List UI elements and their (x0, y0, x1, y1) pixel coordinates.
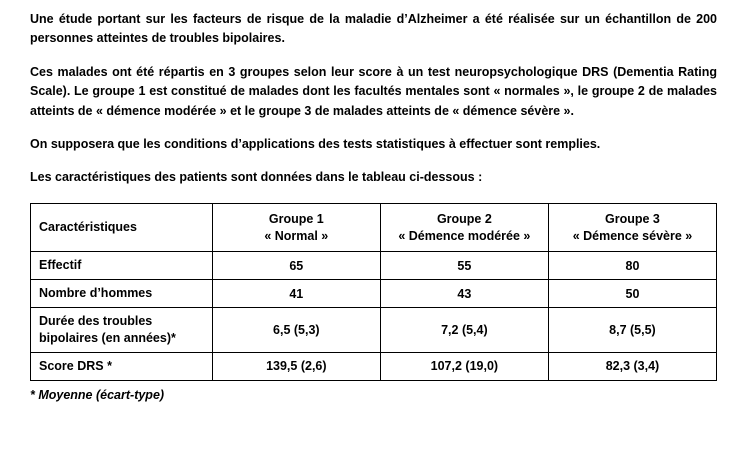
header-characteristics (31, 203, 213, 252)
cell-score-g3: 82,3 (3,4) (548, 352, 716, 380)
table-row (31, 252, 717, 280)
cell-effectif-g2: 55 (380, 252, 548, 280)
characteristics-table (30, 203, 717, 381)
cell-duree-g2: 7,2 (5,4) (380, 308, 548, 353)
header-group-2 (380, 203, 548, 252)
header-group-2-subtitle: « Démence modérée » (398, 228, 531, 243)
table-header-row (31, 203, 717, 252)
cell-hommes-g3: 50 (548, 280, 716, 308)
cell-hommes-g2: 43 (380, 280, 548, 308)
row-label-score-drs: Score DRS * (31, 352, 213, 380)
paragraph-4: Les caractéristiques des patients sont données dans le tableau ci-dessous : (30, 170, 483, 185)
row-label-nombre-hommes: Nombre d’hommes (31, 280, 213, 308)
paragraph-1: Une étude portant sur les facteurs de risque de la maladie d’Alzheimer a été réalisée sur un échantillon de 200 personnes atteintes de troubles bipolaires. (30, 12, 717, 46)
cell-duree-g1: 6,5 (5,3) (212, 308, 380, 353)
table-row (31, 352, 717, 380)
cell-score-g1: 139,5 (2,6) (212, 352, 380, 380)
table-body (31, 252, 717, 380)
row-label-duree-troubles: Durée des troubles bipolaires (en années)* (31, 308, 213, 353)
table-footnote: * Moyenne (écart-type) (30, 387, 165, 402)
paragraph-2: Ces malades ont été répartis en 3 groupes selon leur score à un test neuropsychologique DRS (Dementia Rating Scale). Le groupe 1 est constitué de malades dont les facultés mentales sont « normales », le groupe 2 de malades atteints de « démence modérée » et le groupe 3 de malades atteints de « démence sévère ». (30, 64, 717, 118)
header-group-3 (548, 203, 716, 252)
header-group-3-subtitle: « Démence sévère » (572, 228, 693, 243)
header-group-1-title: Groupe 1 (268, 211, 324, 226)
cell-hommes-g1: 41 (212, 280, 380, 308)
cell-effectif-g3: 80 (548, 252, 716, 280)
table-row (31, 280, 717, 308)
header-group-1 (212, 203, 380, 252)
cell-effectif-g1: 65 (212, 252, 380, 280)
row-label-effectif: Effectif (31, 252, 213, 280)
paragraph-3: On supposera que les conditions d’applications des tests statistiques à effectuer sont remplies. (30, 136, 601, 151)
header-group-1-subtitle: « Normal » (264, 228, 329, 243)
table-row (31, 308, 717, 353)
intro-paragraphs (30, 10, 717, 188)
header-group-2-title: Groupe 2 (436, 211, 492, 226)
header-group-3-title: Groupe 3 (605, 211, 660, 226)
header-characteristics-label: Caractéristiques (39, 220, 137, 235)
table-header (31, 203, 717, 252)
cell-score-g2: 107,2 (19,0) (380, 352, 548, 380)
cell-duree-g3: 8,7 (5,5) (548, 308, 716, 353)
